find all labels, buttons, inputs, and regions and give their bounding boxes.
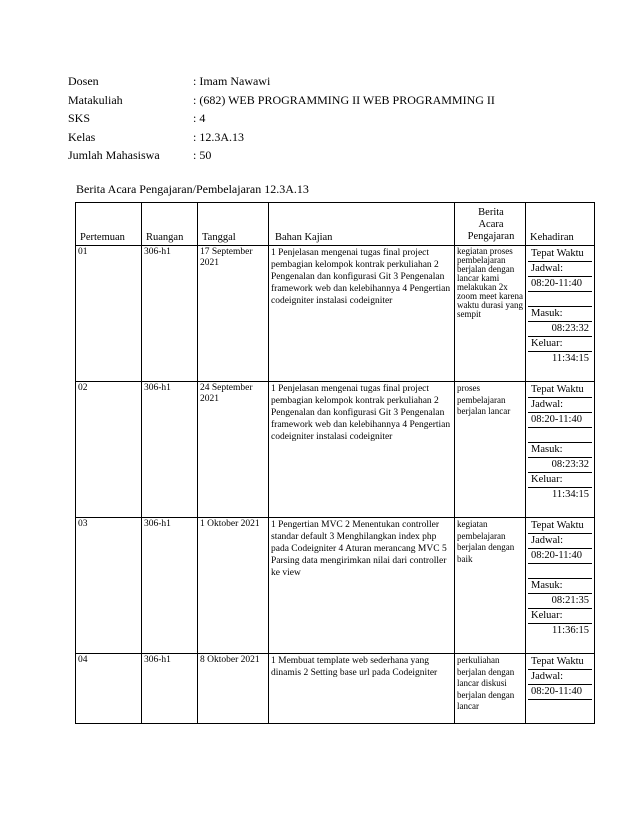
keluar-label: Keluar: — [528, 609, 592, 624]
cell-ruangan: 306-h1 — [142, 518, 198, 654]
jadwal-value: 08:20-11:40 — [528, 277, 592, 292]
cell-ruangan: 306-h1 — [142, 246, 198, 382]
jadwal-value: 08:20-11:40 — [528, 413, 592, 428]
kehadiran-status: Tepat Waktu — [528, 247, 592, 262]
cell-tanggal: 1 Oktober 2021 — [198, 518, 269, 654]
keluar-label: Keluar: — [528, 473, 592, 488]
course-info — [68, 72, 495, 165]
table-header-row — [76, 203, 595, 246]
kehadiran-spacer — [528, 564, 592, 579]
cell-tanggal: 24 September 2021 — [198, 382, 269, 518]
header-berita-line2: Acara — [478, 219, 504, 230]
cell-kehadiran — [526, 382, 595, 518]
masuk-value: 08:23:32 — [528, 322, 592, 337]
jadwal-label: Jadwal: — [528, 398, 592, 413]
cell-berita-acara: kegiatan pembelajaran berjalan dengan baik — [455, 518, 526, 654]
info-row-sks — [68, 109, 495, 128]
jadwal-value: 08:20-11:40 — [528, 549, 592, 564]
cell-bahan-kajian: 1 Membuat template web sederhana yang dinamis 2 Setting base url pada Codeigniter — [269, 654, 455, 724]
jumlah-mahasiswa-label: Jumlah Mahasiswa — [68, 148, 160, 162]
dosen-label: Dosen — [68, 74, 99, 88]
dosen-value: : Imam Nawawi — [193, 74, 271, 88]
kehadiran-spacer — [528, 428, 592, 443]
table-row — [76, 382, 595, 518]
info-row-dosen — [68, 72, 495, 91]
header-tanggal: Tanggal — [198, 203, 269, 246]
kehadiran-status: Tepat Waktu — [528, 519, 592, 534]
cell-bahan-kajian: 1 Pengertian MVC 2 Menentukan controller standar default 3 Menghilangkan index php pada Codeigniter 4 Aturan merancang MVC 5 Parsing data mengirimkan nilai dari controller ke view — [269, 518, 455, 654]
cell-berita-acara: perkuliahan berjalan dengan lancar diskusi berjalan dengan lancar — [455, 654, 526, 724]
cell-pertemuan: 02 — [76, 382, 142, 518]
masuk-value: 08:23:32 — [528, 458, 592, 473]
header-bahan-kajian: Bahan Kajian — [269, 203, 455, 246]
cell-kehadiran — [526, 518, 595, 654]
info-row-jumlah — [68, 146, 495, 165]
jadwal-label: Jadwal: — [528, 534, 592, 549]
header-berita-line3: Pengajaran — [467, 231, 515, 242]
sks-label: SKS — [68, 111, 91, 125]
masuk-label: Masuk: — [528, 579, 592, 594]
cell-berita-acara: kegiatan proses pembelajaran berjalan dengan lancar kami melakukan 2x zoom meet karena waktu durasi yang sempit — [455, 246, 526, 382]
table-row — [76, 246, 595, 382]
cell-berita-acara: proses pembelajaran berjalan lancar — [455, 382, 526, 518]
kehadiran-spacer — [528, 292, 592, 307]
header-berita-acara — [455, 203, 526, 246]
header-berita-line1: Berita — [478, 207, 504, 218]
matakuliah-label: Matakuliah — [68, 92, 123, 107]
cell-kehadiran — [526, 246, 595, 382]
info-row-matakuliah — [68, 91, 495, 110]
cell-pertemuan: 04 — [76, 654, 142, 724]
cell-pertemuan: 01 — [76, 246, 142, 382]
keluar-value: 11:34:15 — [552, 489, 589, 500]
cell-tanggal: 17 September 2021 — [198, 246, 269, 382]
berita-acara-table — [75, 202, 595, 724]
header-pertemuan: Pertemuan — [76, 203, 142, 246]
jumlah-mahasiswa-value: : 50 — [193, 148, 212, 162]
masuk-value: 08:21:35 — [528, 594, 592, 609]
kehadiran-status: Tepat Waktu — [528, 655, 592, 670]
jadwal-label: Jadwal: — [528, 670, 592, 685]
table-row — [76, 518, 595, 654]
keluar-value: 11:36:15 — [552, 625, 589, 636]
masuk-label: Masuk: — [528, 443, 592, 458]
cell-pertemuan: 03 — [76, 518, 142, 654]
cell-bahan-kajian: 1 Penjelasan mengenai tugas final project pembagian kelompok kontrak perkuliahan 2 Pengenalan dan konfigurasi Git 3 Pengenalan framework web dan kelebihannya 4 Pengertian codeigniter instalasi codeigniter — [269, 246, 455, 382]
table-caption: Berita Acara Pengajaran/Pembelajaran 12.3A.13 — [76, 182, 309, 196]
jadwal-label: Jadwal: — [528, 262, 592, 277]
sks-value: : 4 — [193, 111, 206, 125]
kehadiran-status: Tepat Waktu — [528, 383, 592, 398]
kelas-value: : 12.3A.13 — [193, 129, 244, 144]
jadwal-value: 08:20-11:40 — [528, 685, 592, 700]
cell-ruangan: 306-h1 — [142, 654, 198, 724]
matakuliah-value: : (682) WEB PROGRAMMING II WEB PROGRAMMING II — [193, 92, 495, 107]
info-row-kelas — [68, 128, 495, 147]
cell-kehadiran — [526, 654, 595, 724]
cell-bahan-kajian: 1 Penjelasan mengenai tugas final project pembagian kelompok kontrak perkuliahan 2 Pengenalan dan konfigurasi Git 3 Pengenalan framework web dan kelebihannya 4 Pengertian codeigniter instalasi codeigniter — [269, 382, 455, 518]
kelas-label: Kelas — [68, 129, 96, 144]
masuk-label: Masuk: — [528, 307, 592, 322]
table-row — [76, 654, 595, 724]
keluar-label: Keluar: — [528, 337, 592, 352]
cell-ruangan: 306-h1 — [142, 382, 198, 518]
keluar-value: 11:34:15 — [552, 353, 589, 364]
cell-tanggal: 8 Oktober 2021 — [198, 654, 269, 724]
header-kehadiran: Kehadiran — [526, 203, 595, 246]
header-ruangan: Ruangan — [142, 203, 198, 246]
